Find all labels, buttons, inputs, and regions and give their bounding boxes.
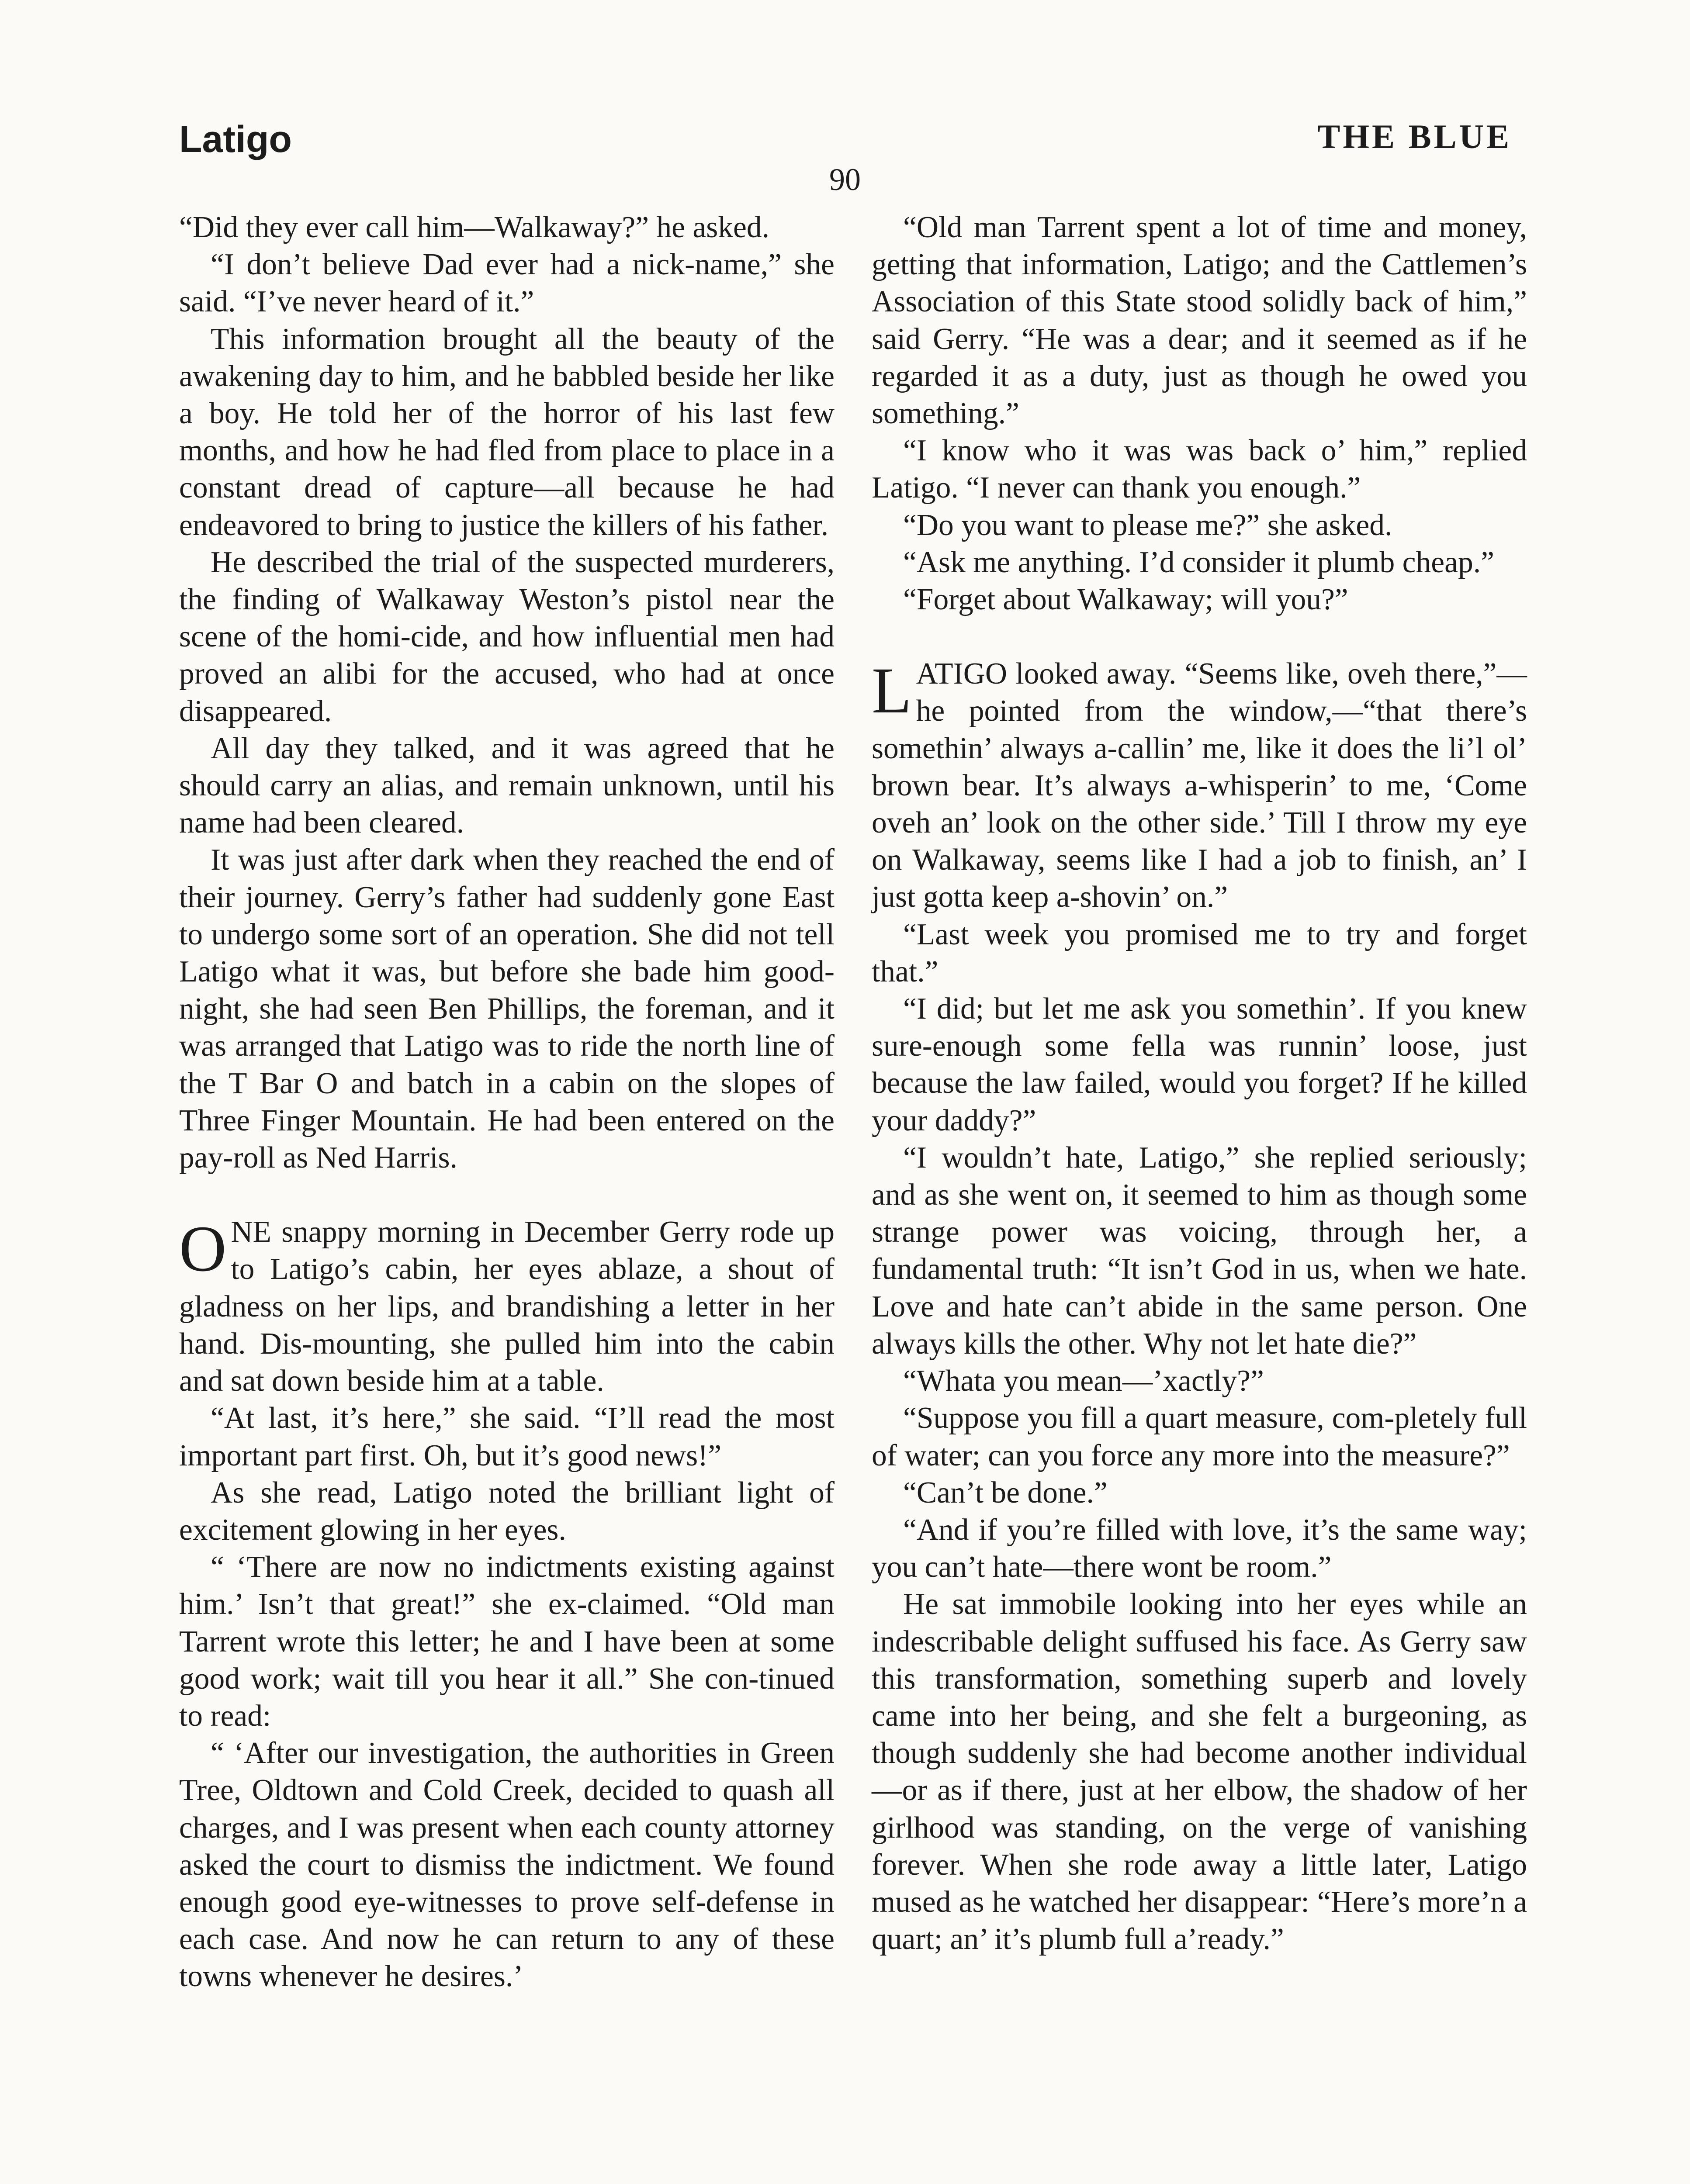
paragraph-text: NE snappy morning in December Gerry rode up to Latigo’s cabin, her eyes ablaze, a shout of gladness on her lips, and brandishing a letter in her hand. Dis-mounting, she pulled him into the cabin and sat down beside him at a table. bbox=[179, 1215, 835, 1398]
paragraph: “Did they ever call him—Walkaway?” he asked. bbox=[179, 211, 770, 244]
paragraph-text: ATIGO looked away. “Seems like, oveh there,”—he pointed from the window,—“that there’s somethin’ always a-callin’ me, like it does the li’l ol’ brown bear. It’s always a-whisperin’ to me, ‘Come oveh an’ look on the other side.’ Till I throw my eye on Walkaway, seems like I had a job to finish, an’ I just gotta keep a-shovin’ on.” bbox=[872, 657, 1527, 914]
magazine-title-header: THE BLUE bbox=[1317, 117, 1512, 156]
drop-cap: O bbox=[179, 1213, 227, 1286]
section-paragraph bbox=[179, 1213, 835, 1400]
paragraph: “Can’t be done.” bbox=[903, 1476, 1108, 1510]
paragraph: “Old man Tarrent spent a lot of time and money, getting that information, Latigo; and the Cattlemen’s Association of this State stood solidly back of him,” said Gerry. “He was a dear; and it seemed as if he regarded it as a duty, just as though he owed you something.” bbox=[872, 211, 1527, 431]
paragraph: “Forget about Walkaway; will you?” bbox=[903, 583, 1348, 617]
paragraph: “I did; but let me ask you somethin’. If you knew sure-enough some fella was runnin’ loose, just because the law failed, would you forget? If he killed your daddy?” bbox=[872, 992, 1527, 1137]
paragraph: He sat immobile looking into her eyes while an indescribable delight suffused his face. As Gerry saw this transformation, something superb and lovely came into her being, and she felt a burgeoning, as though suddenly she had become another individual —or as if there, just at her elbow, the shadow of her girlhood was standing, on the verge of vanishing forever. When she rode away a little later, Latigo mused as he watched her disappear: “Here’s more’n a quart; an’ it’s plumb full a’ready.” bbox=[872, 1587, 1527, 1956]
paragraph: All day they talked, and it was agreed that he should carry an alias, and remain unknown, until his name had been cleared. bbox=[179, 731, 835, 840]
paragraph: “And if you’re filled with love, it’s the same way; you can’t hate—there wont be room.” bbox=[872, 1513, 1527, 1584]
left-column bbox=[179, 209, 835, 1995]
paragraph: He described the trial of the suspected murderers, the finding of Walkaway Weston’s pistol near the scene of the homi-cide, and how influential men had proved an alibi for the accused, who had at once disappeared. bbox=[179, 545, 835, 728]
paragraph: “I wouldn’t hate, Latigo,” she replied seriously; and as she went on, it seemed to him as though some strange power was voicing, through her, a fundamental truth: “It isn’t God in us, when we hate. Love and hate can’t abide in the same person. One always kills the other. Why not let hate die?” bbox=[872, 1140, 1527, 1361]
paragraph: It was just after dark when they reached the end of their journey. Gerry’s father had suddenly gone East to undergo some sort of an operation. She did not tell Latigo what it was, but before she bade him good-night, she had seen Ben Phillips, the foreman, and it was arranged that Latigo was to ride the north line of the T Bar O and batch in a cabin on the slopes of Three Finger Mountain. He had been entered on the pay-roll as Ned Harris. bbox=[179, 843, 835, 1175]
story-title-header: Latigo bbox=[179, 118, 292, 160]
drop-cap: L bbox=[872, 654, 912, 727]
paragraph: “ ‘There are now no indictments existing against him.’ Isn’t that great!” she ex-claimed. “Old man Tarrent wrote this letter; he and I have been at some good work; wait till you hear it all.” She con-tinued to read: bbox=[179, 1550, 835, 1733]
paragraph: “Ask me anything. I’d consider it plumb cheap.” bbox=[903, 545, 1494, 579]
paragraph: “I know who it was was back o’ him,” replied Latigo. “I never can thank you enough.” bbox=[872, 434, 1527, 505]
paragraph: “ ‘After our investigation, the authorities in Green Tree, Oldtown and Cold Creek, decided to quash all charges, and I was present when each county attorney asked the court to dismiss the indictment. We found enough good eye-witnesses to prove self-defense in each case. And now he can return to any of these towns whenever he desires.’ bbox=[179, 1736, 835, 1994]
paragraph: “Do you want to please me?” she asked. bbox=[903, 508, 1392, 542]
section-paragraph bbox=[872, 655, 1527, 916]
paragraph: “Whata you mean—’xactly?” bbox=[903, 1364, 1264, 1398]
paragraph: “Suppose you fill a quart measure, com-pletely full of water; can you force any more into the measure?” bbox=[872, 1401, 1527, 1472]
paragraph: This information brought all the beauty of the awakening day to him, and he babbled beside her like a boy. He told her of the horror of his last few months, and how he had fled from place to place in a constant dread of capture—all because he had endeavored to bring to justice the killers of his father. bbox=[179, 322, 835, 542]
page-number: 90 bbox=[829, 162, 861, 197]
paragraph: As she read, Latigo noted the brilliant light of excitement glowing in her eyes. bbox=[179, 1476, 835, 1547]
paragraph: “Last week you promised me to try and forget that.” bbox=[872, 917, 1527, 988]
paragraph: “I don’t believe Dad ever had a nick-name,” she said. “I’ve never heard of it.” bbox=[179, 248, 835, 319]
paragraph: “At last, it’s here,” she said. “I’ll read the most important part first. Oh, but it’s good news!” bbox=[179, 1401, 835, 1472]
right-column bbox=[872, 209, 1527, 1958]
